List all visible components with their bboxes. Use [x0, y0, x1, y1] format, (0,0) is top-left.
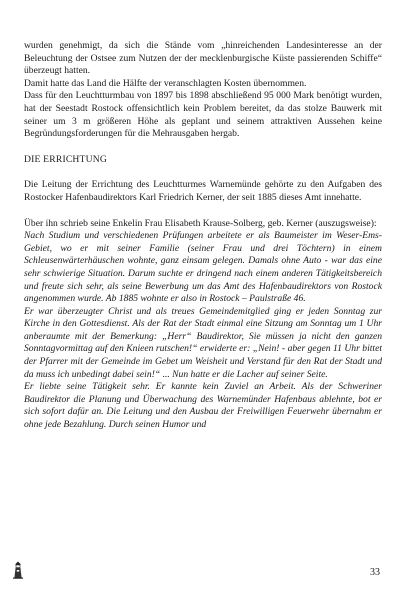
paragraph-costs: Damit hatte das Land die Hälfte der veranschlagten Kosten übernommen.	[24, 77, 307, 89]
paragraph-approval: wurden genehmigt, da sich die Stände vom „hinreichenden Landesinteresse an der Beleuchtung der Ostsee zum Nutzen der der mecklenburgische Küste passierenden Schiffe“ überzeugt hatten.	[24, 40, 382, 77]
paragraph-intro: Die Leitung der Errichtung des Leuchtturmes Warnemünde gehörte zu den Aufgaben des Rostocker Hafenbaudirektors Karl Friedrich Kerner, der seit 1885 dieses Amt innehatte.	[24, 179, 382, 203]
quote-paragraph-work: Er liebte seine Tätigkeit sehr. Er kannte kein Zuviel an Arbeit. Als der Schweriner Baudirektor die Planung und Überwachung des Warnemünder Hafenbaus ablehnte, bot er sich sofort dafür an. Die Leitung und den Ausbau der Freiwilligen Feuerwehr übernahm er ohne jede Bezahlung. Durch seinen Humor und	[24, 381, 382, 431]
section-heading: DIE ERRICHTUNG	[24, 153, 108, 165]
paragraph-budget: Dass für den Leuchtturmbau von 1897 bis 1898 abschließend 95 000 Mark benötigt wurden, hat der Seestadt Rostock offensichtlich kein Problem bereitet, da das stolze Bauwerk mit seiner um 3 m größeren Höhe als geplant und seinem attraktiven Aussehen keine Begründungsforderungen für die Mehrausgaben hergab.	[24, 90, 382, 140]
page-number: 33	[370, 567, 380, 578]
body-text	[24, 40, 382, 432]
lighthouse-icon	[12, 561, 24, 579]
quote-paragraph-career: Nach Studium und verschiedenen Prüfungen arbeitete er als Baumeister im Weser-Ems-Gebiet, wo er mit seiner Familie (seiner Frau und drei Töchtern) in einem Schleusenwärterhäuschen wohnte, ganz einsam gelegen. Damals ohne Auto - war das eine sehr schwierige Situation. Darum suchte er dringend nach einem anderen Tätigkeitsbereich und freute sich sehr, als seine Bewerbung um das Amt des Hafenbaudirektors von Rostock angenommen wurde. Ab 1885 wohnte er also in Rostock – Paulstraße 46.	[24, 230, 382, 305]
paragraph-quote-intro: Über ihn schrieb seine Enkelin Frau Elisabeth Krause-Solberg, geb. Kerner (auszugsweise):	[24, 217, 377, 229]
quote-paragraph-church: Er war überzeugter Christ und als treues Gemeindemitglied ging er jeden Sonntag zur Kirche in den Gottesdienst. Als der Rat der Stadt einmal eine Sitzung am Sonntag um 1 Uhr anberaumte mit der Bemerkung: „Herr“ Baudirektor, Sie müssen ja nicht den ganzen Sonntagvormittag auf den Knieen rutschen!“ erwiderte er: „Nein! - aber gegen 11 Uhr bittet der Pfarrer mit der Gemeinde im Gebet um Weisheit und Verstand für den Rat der Stadt und da muss ich unbedingt dabei sein!“ ... Nun hatte er die Lacher auf seiner Seite.	[24, 305, 382, 380]
